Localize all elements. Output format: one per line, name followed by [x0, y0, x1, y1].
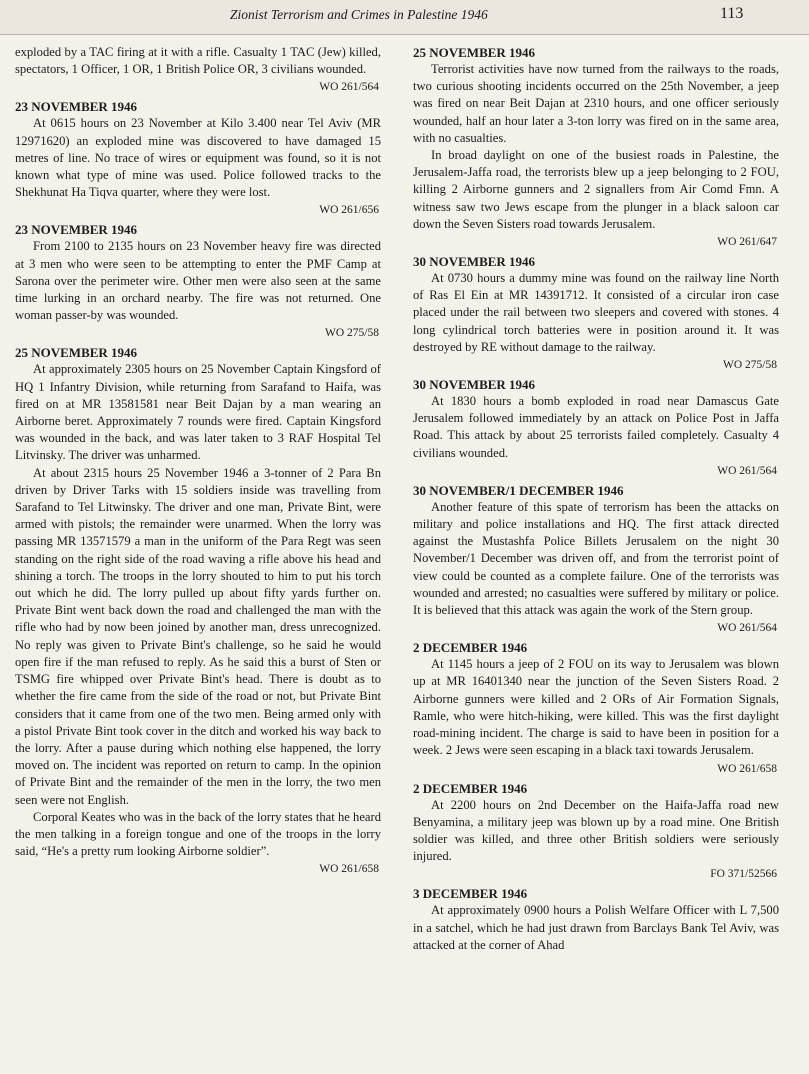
- source-reference: WO 261/658: [319, 863, 379, 876]
- source-reference: FO 371/52566: [710, 868, 777, 881]
- entry-date-heading: 25 NOVEMBER 1946: [15, 345, 138, 361]
- entry-paragraph: At 2200 hours on 2nd December on the Haifa-Jaffa road new Benyamina, a military jeep was blown up by a road mine. One British soldier was killed, and three other British soldiers were seriously injured.: [413, 797, 779, 864]
- source-reference: WO 261/658: [717, 762, 777, 775]
- entry-date-heading: 2 DECEMBER 1946: [413, 780, 528, 796]
- source-reference: WO 261/564: [319, 81, 379, 94]
- entry-date-heading: 30 NOVEMBER/1 DECEMBER 1946: [413, 482, 624, 498]
- entry-date-heading: 30 NOVEMBER 1946: [413, 254, 536, 270]
- source-reference: WO 261/647: [717, 236, 777, 249]
- running-head: [0, 0, 809, 35]
- source-reference: WO 275/58: [723, 359, 777, 372]
- entry-paragraph: Corporal Keates who was in the back of the lorry states that he heard the men talking in a foreign tongue and one of the troops in the lorry said, “He's a pretty rum looking Airborne soldier”.: [15, 809, 381, 859]
- right-entries: [413, 44, 779, 954]
- entry-paragraph: At about 2315 hours 25 November 1946 a 3-tonner of 2 Para Bn driven by Driver Tarks with 15 soldiers inside was travelling from Sarafand to Tel Litwinsky. The driver and one man, Private Bint, were armed with pistols; the remainder were unarmed. When the lorry was passing MR 13571579 a man in the uniform of the Para Regt was seen standing on the right side of the road waving a rifle above his head and shining a torch. The troops in the lorry shouted to him to put his torch out which he did. The lorry pulled up about fifty yards further on. Private Bint went back down the road and challenged the man with the rifle who had by now been joined by another man, dress unrecognized. No reply was given to Private Bint's challenge, so he said he would open fire if the man refused to reply. As he said this a burst of Sten or TSMG fire whipped over Private Bint's head. There is doubt as to whether the fire came from the side of the road or not, but Private Bint considers that it came from one of the two men. Being armed only with a pistol Private Bint took cover in the ditch and worked his way back to the lorry. After a pause during which nothing else happened, the lorry moved on. The incident was reported on return to camp. In the opinion of Private Bint and the remainder of the men in the lorry, the two men seen were not English.: [15, 465, 381, 807]
- right-column: [413, 44, 779, 954]
- source-reference: WO 261/564: [717, 622, 777, 635]
- page-number: 113: [720, 5, 744, 22]
- left-column: [15, 44, 381, 880]
- diary-entry: [15, 344, 381, 877]
- entry-paragraph: At 1830 hours a bomb exploded in road near Damascus Gate Jerusalem followed immediately by an attack on Police Post in Jaffa Road. This attack by about 25 terrorists failed completely. Casualty 4 civilians wounded.: [413, 394, 779, 460]
- entry-date-heading: 30 NOVEMBER 1946: [413, 377, 536, 393]
- entry-date-heading: 23 NOVEMBER 1946: [15, 99, 138, 115]
- entry-date-heading: 23 NOVEMBER 1946: [15, 222, 138, 238]
- diary-entry: [413, 885, 779, 954]
- diary-entry: [413, 780, 779, 883]
- diary-entry: [413, 44, 779, 250]
- entry-paragraph: At approximately 0900 hours a Polish Welfare Officer with L 7,500 in a satchel, which he had just drawn from Barclays Bank Tel Aviv, was attacked at the corner of Ahad: [413, 903, 779, 952]
- diary-entry: [15, 98, 381, 218]
- entry-paragraph: At approximately 2305 hours on 25 November Captain Kingsford of HQ 1 Infantry Division, while returning from Sarafand to Haifa, was fired on at MR 13581581 near Beit Dajan by a man wearing an Airborne beret. Approximately 7 rounds were fired. Captain Kingsford was wounded in the back, and was later taken to 3 RAF Hospital Tel Litvinsky. The driver was unharmed.: [15, 362, 381, 463]
- entry-paragraph: At 1145 hours a jeep of 2 FOU on its way to Jerusalem was blown up at MR 16401340 near the junction of the Seven Sisters Road. 2 Airborne gunners were killed and 2 ORs of Air Formation Signals, Ramle, who were hitch-hiking, were killed. This was the first daylight road-mining incident. The charge is said to have been in position for a week. 2 Jews were seen escaping in a black taxi towards Jerusalem.: [413, 657, 779, 758]
- entry-paragraph: From 2100 to 2135 hours on 23 November heavy fire was directed at 3 men who were seen to be attempting to enter the PMF Camp at Sarona over the perimeter wire. Other men were also seen at the same time lurking in an orchard nearby. The fire was not returned. One woman passer-by was wounded.: [15, 239, 381, 323]
- continuation-paragraph: exploded by a TAC firing at it with a rifle. Casualty 1 TAC (Jew) killed, spectators, 1 Officer, 1 OR, 1 British Police OR, 3 civilians wounded.: [15, 45, 381, 77]
- diary-entry: [413, 482, 779, 636]
- source-reference: WO 261/564: [717, 464, 777, 477]
- diary-entry: [413, 376, 779, 479]
- entry-date-heading: 25 NOVEMBER 1946: [413, 45, 536, 60]
- entry-date-heading: 2 DECEMBER 1946: [413, 640, 528, 656]
- entry-paragraph: Another feature of this spate of terrorism has been the attacks on military and police installations and HQ. The first attack directed against the Mustashfa Police Billets Jerusalem on the night 30 November/1 December was driven off, and from the terrorist point of view could be counted as a complete failure. One of the terrorists was wounded and arrested; no casualties were suffered by military or police. It is believed that this attack was again the work of the Stern group.: [413, 499, 779, 618]
- diary-entry: [413, 639, 779, 776]
- source-reference: WO 275/58: [325, 327, 379, 340]
- entry-paragraph: At 0615 hours on 23 November at Kilo 3.400 near Tel Aviv (MR 12971620) an exploded mine was discovered to have damaged 15 metres of line. No trace of wires or equipment was found, so it is not known what type of mine was used. Police followed tracks to the Shekhunat Ha Tiqva quarter, where they were lost.: [15, 116, 381, 200]
- source-reference: WO 261/656: [319, 204, 379, 217]
- entry-paragraph: Terrorist activities have now turned from the railways to the roads, two curious shooting incidents occurred on the 25th November, a jeep was fired on near Beit Dajan at 2310 hours, and one officer seriously wounded, half an hour later a 3-ton lorry was fired on in the same area, with no casualties.: [413, 62, 779, 145]
- entry-paragraph: At 0730 hours a dummy mine was found on the railway line North of Ras El Ein at MR 14391712. It consisted of a circular iron case placed under the rail between two sleepers and covered with stones. 4 long cylindrical torch batteries were in position around it. It was destroyed by RE without damage to the railway.: [413, 271, 779, 354]
- left-entries: [15, 98, 381, 877]
- running-title: Zionist Terrorism and Crimes in Palestine 1946: [230, 7, 488, 22]
- diary-entry: [15, 221, 381, 341]
- entry-paragraph: In broad daylight on one of the busiest roads in Palestine, the Jerusalem-Jaffa road, the terrorists blew up a jeep belonging to 2 FOU, killing 2 Airborne gunners and 2 signallers from Air Comd Fmn. A witness saw two Jews escape from the plunger in a black saloon car down the Seven Sisters road towards Jerusalem.: [413, 148, 779, 231]
- diary-entry: [413, 253, 779, 373]
- entry-date-heading: 3 DECEMBER 1946: [413, 886, 528, 902]
